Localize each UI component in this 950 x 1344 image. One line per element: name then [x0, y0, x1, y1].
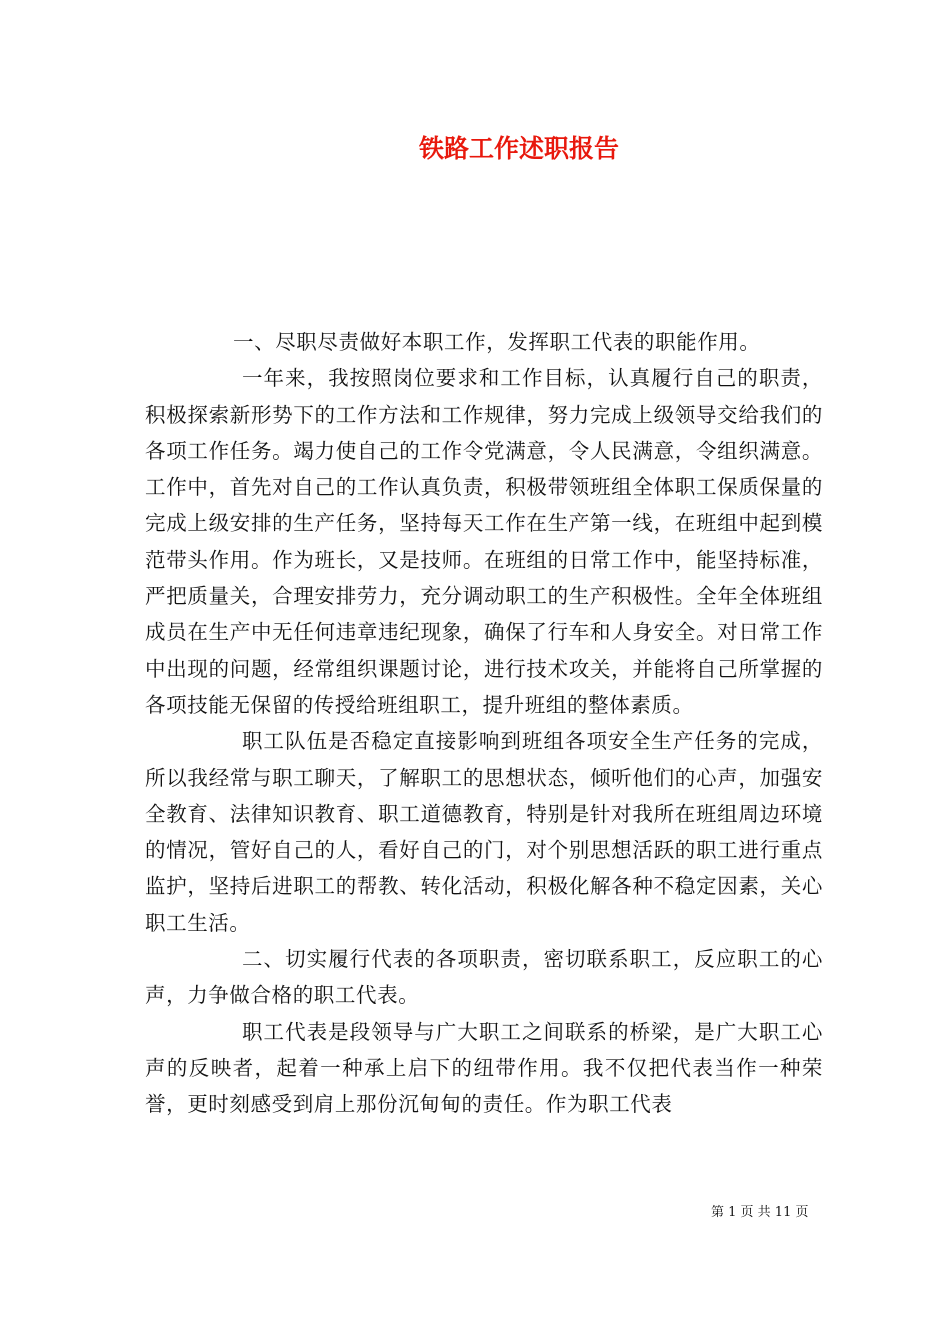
section-heading-2: 二、切实履行代表的各项职责，密切联系职工，反应职工的心声，力争做合格的职工代表。	[145, 947, 823, 1008]
section-heading-1: 一、尽职尽责做好本职工作，发挥职工代表的职能作用。	[233, 330, 761, 354]
document-body	[145, 324, 823, 1123]
body-paragraph-3: 职工代表是段领导与广大职工之间联系的桥梁，是广大职工心声的反映者，起着一种承上启下的纽带作用。我不仅把代表当作一种荣誉，更时刻感受到肩上那份沉甸甸的责任。作为职工代表	[145, 1019, 823, 1117]
page-title: 铁路工作述职报告	[418, 134, 619, 163]
page-number-footer: 第 1 页 共 11 页	[711, 1205, 809, 1220]
body-paragraph-1: 一年来，我按照岗位要求和工作目标，认真履行自己的职责，积极探索新形势下的工作方法和工作规律，努力完成上级领导交给我们的各项工作任务。竭力使自己的工作令党满意，令人民满意，令组织满意。工作中，首先对自己的工作认真负责，积极带领班组全体职工保质保量的完成上级安排的生产任务，坚持每天工作在生产第一线，在班组中起到模范带头作用。作为班长，又是技师。在班组的日常工作中，能坚持标准，严把质量关，合理安排劳力，充分调动职工的生产积极性。全年全体班组成员在生产中无任何违章违纪现象，确保了行车和人身安全。对日常工作中出现的问题，经常组织课题讨论，进行技术攻关，并能将自己所掌握的各项技能无保留的传授给班组职工，提升班组的整体素质。	[145, 366, 823, 717]
body-paragraph-2: 职工队伍是否稳定直接影响到班组各项安全生产任务的完成，所以我经常与职工聊天，了解职工的思想状态，倾听他们的心声，加强安全教育、法律知识教育、职工道德教育，特别是针对我所在班组周边环境的情况，管好自己的人，看好自己的门，对个别思想活跃的职工进行重点监护，坚持后进职工的帮教、转化活动，积极化解各种不稳定因素，关心职工生活。	[145, 729, 823, 935]
